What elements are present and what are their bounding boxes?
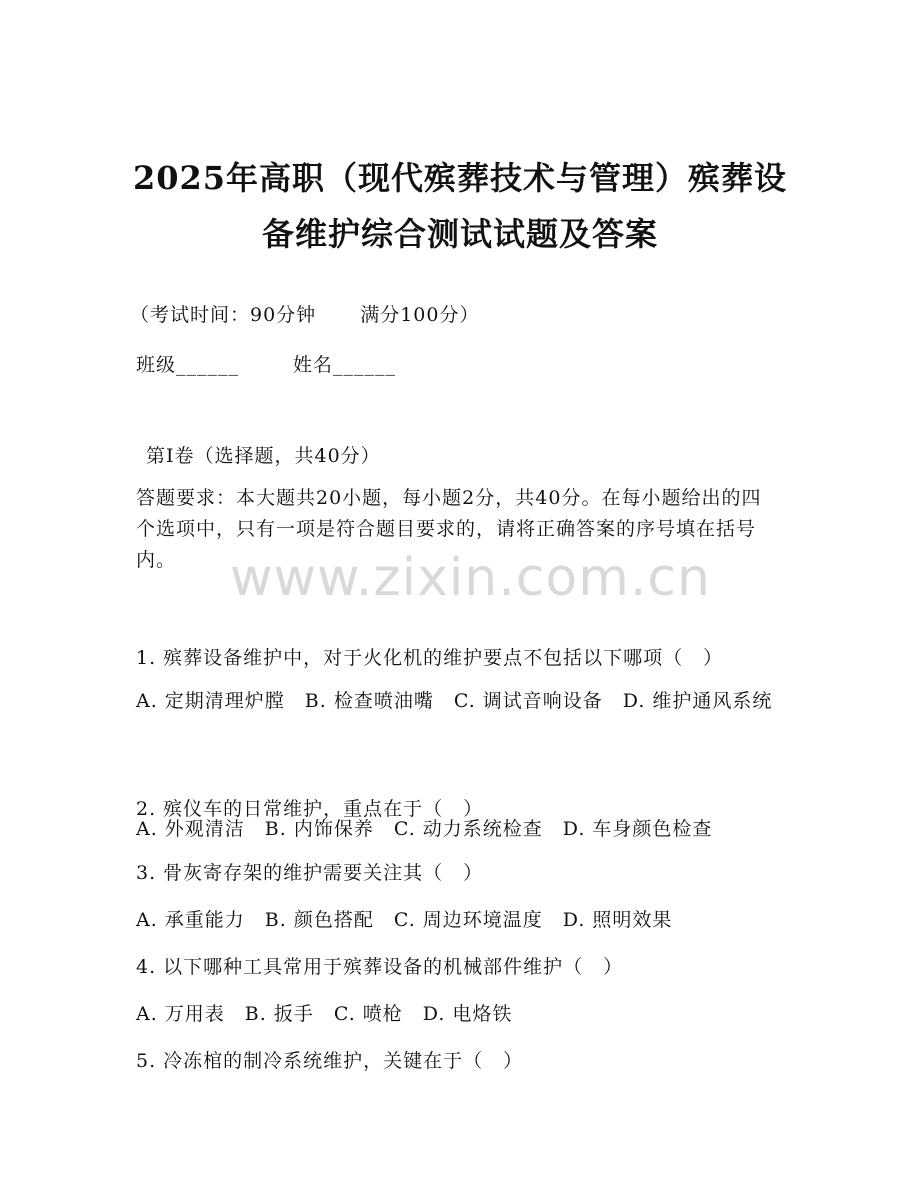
exam-info	[130, 300, 479, 327]
question-1-stem: 1. 殡葬设备维护中，对于火化机的维护要点不包括以下哪项（ ）	[136, 647, 724, 669]
question-3-stem: 3. 骨灰寄存架的维护需要关注其（ ）	[136, 862, 484, 884]
document-title	[120, 150, 800, 262]
question-3-options: A. 承重能力 B. 颜色搭配 C. 周边环境温度 D. 照明效果	[136, 909, 673, 931]
section-instructions: 答题要求：本大题共20小题，每小题2分，共40分。在每小题给出的四个选项中，只有一项是符合题目要求的，请将正确答案的序号填在括号内。	[136, 487, 762, 571]
question-2-options: A. 外观清洁 B. 内饰保养 C. 动力系统检查 D. 车身颜色检查	[136, 818, 713, 840]
question-4-options: A. 万用表 B. 扳手 C. 喷枪 D. 电烙铁	[136, 1003, 513, 1025]
section-heading: 第Ⅰ卷（选择题，共40分）	[146, 445, 381, 467]
question-4-stem: 4. 以下哪种工具常用于殡葬设备的机械部件维护（ ）	[136, 956, 624, 978]
title-line-1: 2025年高职（现代殡葬技术与管理）殡葬设	[132, 159, 788, 197]
title-line-2: 备维护综合测试试题及答案	[261, 215, 658, 253]
watermark: www.zixin.com.cn	[230, 548, 711, 608]
question-1-options: A. 定期清理炉膛 B. 检查喷油嘴 C. 调试音响设备 D. 维护通风系统	[136, 690, 773, 712]
question-5-stem: 5. 冷冻棺的制冷系统维护，关键在于（ ）	[136, 1050, 524, 1072]
exam-time: （考试时间：90分钟	[130, 304, 317, 326]
class-field: 班级______	[136, 354, 240, 376]
student-fields	[136, 350, 396, 377]
name-field: 姓名______	[293, 354, 397, 376]
exam-score: 满分100分）	[360, 304, 480, 326]
question-2-stem: 2. 殡仪车的日常维护，重点在于（ ）	[136, 798, 484, 820]
